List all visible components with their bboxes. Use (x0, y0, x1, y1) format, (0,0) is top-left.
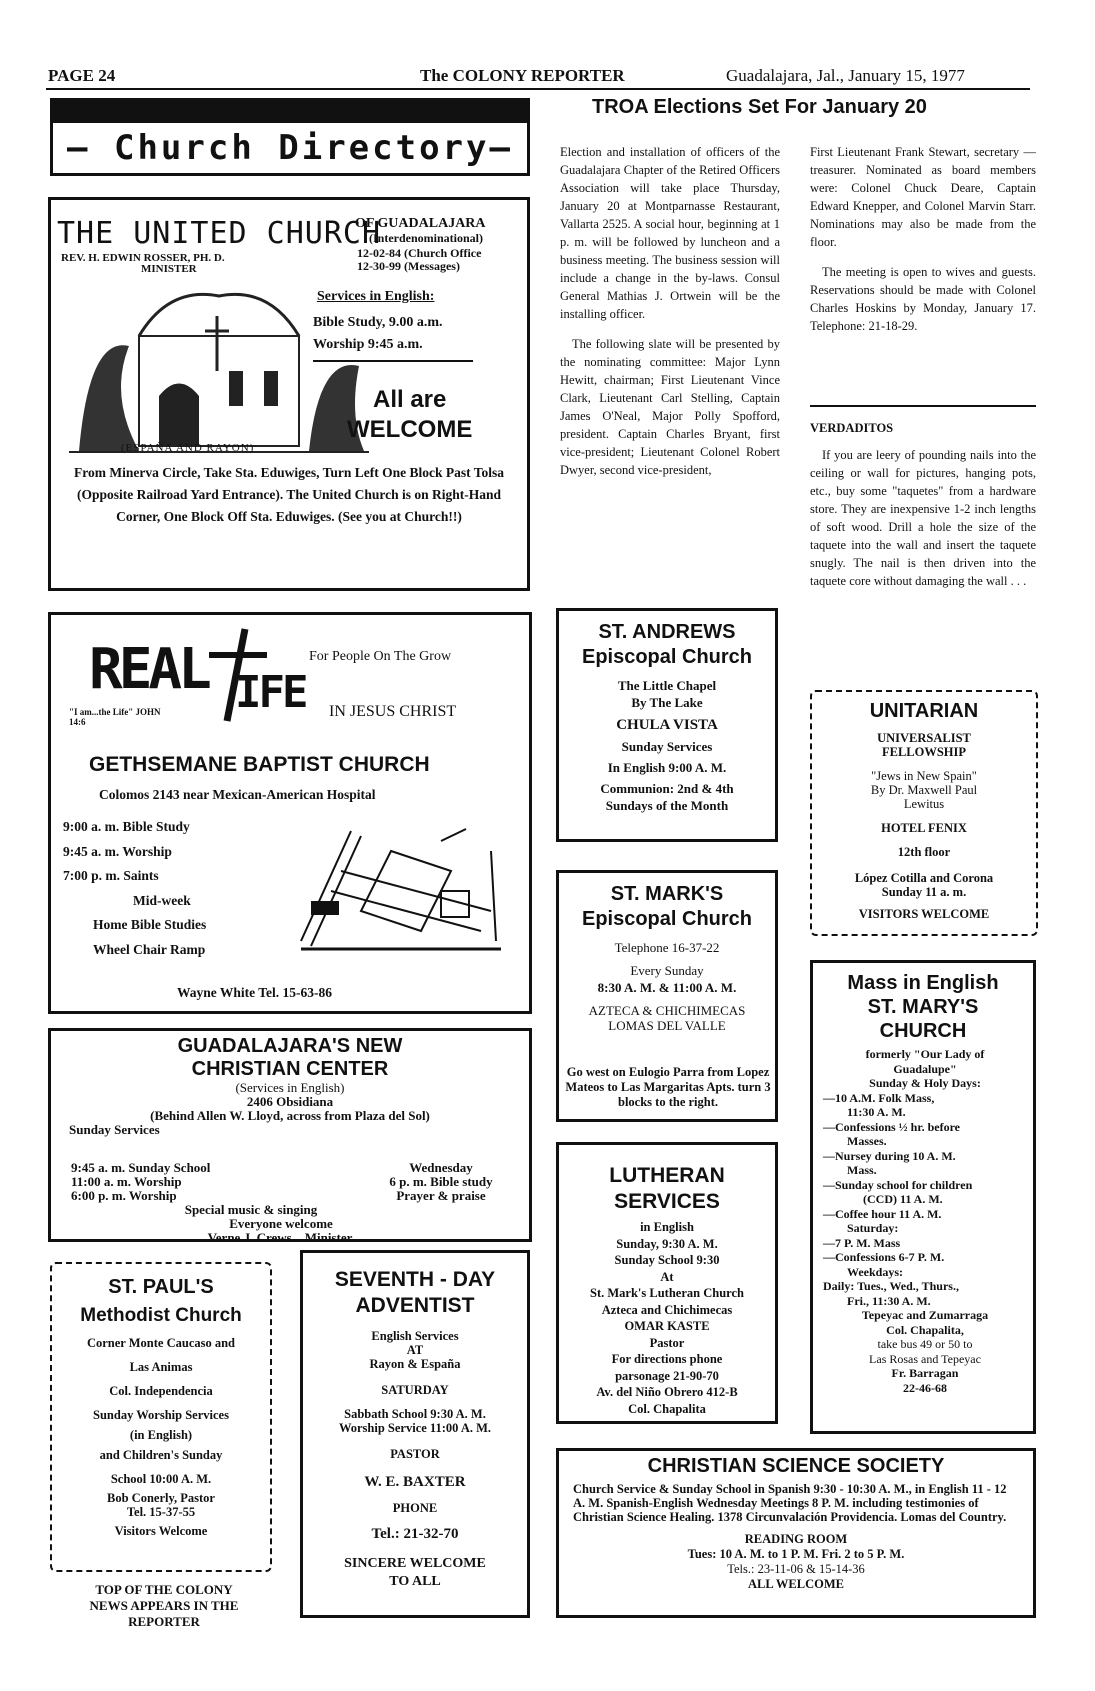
top-line: REPORTER (128, 1614, 200, 1629)
header-rule (46, 88, 1030, 90)
lutheran-title1: LUTHERAN (609, 1164, 725, 1187)
adventist-ad (300, 1250, 530, 1618)
sda-line: Worship Service 11:00 A. M. (338, 1421, 492, 1435)
stmary-line: Weekdays: (847, 1264, 904, 1279)
cc-line4: Sunday Services (69, 1122, 160, 1137)
st-andrews-ad (556, 608, 778, 842)
css-line: READING ROOM (744, 1532, 848, 1546)
lutheran-line: At (660, 1269, 674, 1284)
location-map (291, 811, 516, 951)
united-interd: (Interdenominational) (369, 231, 483, 245)
united-rev: REV. H. EDWIN ROSSER, PH. D. (61, 252, 225, 264)
cc-line2: 2406 Obsidiana (246, 1094, 334, 1109)
cc-right-line: 6 p. m. Bible study (389, 1174, 493, 1189)
top-line: TOP OF THE COLONY (95, 1582, 233, 1597)
stmary-line: (CCD) 11 A. M. (863, 1192, 943, 1206)
cc-left-line: 6:00 p. m. Worship (71, 1188, 177, 1203)
stmary-line: Col. Chapalita, (886, 1322, 964, 1337)
stpaul-line: Corner Monte Caucaso and (86, 1336, 236, 1350)
stmary-line: —Nursey during 10 A. M. (823, 1148, 956, 1163)
lutheran-line: Sunday School 9:30 (614, 1253, 720, 1267)
css-text: Church Service & Sunday School in Spanish 9:30 - 10:30 A. M., in English 11 - 12 A. M. Spanish-English Wednesday Meetings 8 P. M. including testimonies of Christian Science Healing. 1378 Circunvalación Providencia. Lomas del Country. (573, 1482, 1007, 1524)
united-phone1: 12-02-84 (Church Office (357, 246, 482, 260)
sda-line: TO ALL (389, 1574, 441, 1589)
top-line: NEWS APPEARS IN THE (89, 1598, 239, 1613)
directory-title: — Church Directory— (67, 128, 513, 168)
unitarian-line: Lewitus (903, 797, 945, 811)
stmary-line: Masses. (847, 1134, 887, 1148)
cc-right-line: Wednesday (409, 1160, 473, 1175)
directory-title-box (50, 120, 530, 176)
stmary-line: Tepeyac and Zumarraga (861, 1308, 989, 1322)
lutheran-line: Av. del Niño Obrero 412-B (596, 1385, 738, 1399)
cc-line1: (Services in English) (235, 1080, 345, 1095)
unitarian-line: UNIVERSALIST (877, 731, 971, 745)
sda-line: PHONE (392, 1501, 438, 1515)
css-line: Tues: 10 A. M. to 1 P. M. Fri. 2 to 5 P. M. (687, 1547, 905, 1561)
dateline: Guadalajara, Jal., January 15, 1977 (726, 66, 965, 85)
stmary-line: Daily: Tues., Wed., Thurs., (823, 1279, 959, 1293)
stmary-line: Mass. (847, 1163, 877, 1177)
united-rule (313, 360, 473, 362)
cc-left-schedule (71, 1161, 210, 1203)
standrews-line: The Little Chapel (617, 678, 717, 693)
reallife-logo-a: REAL (89, 637, 208, 702)
reallife-grow: For People On The Grow (309, 649, 452, 664)
stpaul-line: Col. Independencia (109, 1384, 213, 1398)
stmary-line: Sunday & Holy Days: (869, 1076, 981, 1090)
troa-paragraph: The following slate will be presented by the nominating committee: Major Lynn Hewitt, chairman; First Lieutenant Vince Clark, Lieutenant Carl Stelling, Captain James O'Neal, Major Polly Spofford, president. Captain Charles Bryant, first vice-president; Lieutenant Colonel Robert Dwyer, second vice-president, (560, 337, 780, 477)
stpaul-lines (52, 1331, 270, 1543)
united-title: THE UNITED CHURCH (57, 216, 382, 251)
directory-title-band (50, 98, 530, 120)
stmary-line: —Confessions ½ hr. before (823, 1119, 961, 1134)
stpaul-line: (in English) (129, 1428, 193, 1442)
unitarian-ad (810, 690, 1038, 936)
cc-right-line: Prayer & praise (396, 1188, 486, 1203)
sda-lines (303, 1329, 527, 1589)
lutheran-line: Pastor (649, 1335, 685, 1350)
stpaul-line: Bob Conerly, Pastor (107, 1491, 215, 1505)
cc-left-line: 11:00 a. m. Worship (71, 1174, 182, 1189)
sda-line: W. E. BAXTER (364, 1474, 466, 1490)
standrews-line: Sunday Services (621, 739, 713, 754)
stmarks-line: 8:30 A. M. & 11:00 A. M. (597, 980, 737, 995)
unitarian-line: VISITORS WELCOME (858, 907, 990, 921)
troa-headline: TROA Elections Set For January 20 (592, 96, 927, 118)
troa-paragraph: Election and installation of officers of the Guadalajara Chapter of the Retired Officers Association will take place Thursday, January 20 at Montparnasse Restaurant, Vallarta 2525. A social hour, beginning at 1 p. m. will be followed by luncheon and a business meeting. The business session will include a change in the by-laws. Consul General Mathias J. Ortwein will be the installing officer. (560, 144, 780, 321)
stpaul-title2: Methodist Church (80, 1305, 242, 1326)
lutheran-line: OMAR KASTE (624, 1319, 710, 1333)
standrews-line: Sundays of the Month (605, 798, 729, 813)
stpaul-line: Las Animas (129, 1360, 193, 1374)
css-line: Tels.: 23-11-06 & 15-14-36 (727, 1562, 865, 1576)
standrews-line: Communion: 2nd & 4th (600, 781, 734, 796)
united-church-ad (48, 197, 530, 591)
cc-right-schedule (361, 1161, 521, 1203)
cc-line6: Everyone welcome (229, 1216, 333, 1231)
lutheran-line: St. Mark's Lutheran Church (590, 1286, 744, 1300)
schedule-line: Wheel Chair Ramp (93, 941, 206, 957)
stmarks-lines (559, 939, 775, 1032)
sda-line: Sabbath School 9:30 A. M. (344, 1407, 486, 1421)
cc-line5: Special music & singing (184, 1202, 318, 1217)
christian-science-ad (556, 1448, 1036, 1618)
page-number: PAGE 24 (48, 66, 116, 85)
lutheran-line: parsonage 21-90-70 (615, 1368, 719, 1383)
sda-line: Rayon & España (369, 1357, 461, 1371)
st-marks-ad (556, 870, 778, 1122)
stpaul-line: Sunday Worship Services (93, 1408, 229, 1422)
verd-text: If you are leery of pounding nails into the ceiling or wall for pictures, hanging pots, etc., buy some "taquetes" from a hardware store. They are inexpensive 1-2 inch lengths of soft wood. Drill a hole the size of the taquete into the wall and insert the taquete snugly. The nail is then driven into the taquete core without damaging the wall . . . (810, 448, 1036, 588)
standrews-title2: Episcopal Church (581, 646, 753, 668)
united-of: OF GUADALAJARA (355, 216, 486, 231)
standrews-line: In English 9:00 A. M. (607, 760, 727, 775)
standrews-title1: ST. ANDREWS (598, 621, 736, 643)
gethsemane-ad (48, 612, 532, 1014)
gethsemane-contact: Wayne White Tel. 15-63-86 (177, 985, 333, 1000)
united-bible: Bible Study, 9.00 a.m. (313, 315, 443, 330)
cc-line7: Verne J. Crews... Minister. (207, 1230, 355, 1245)
schedule-line: 9:45 a. m. Worship (63, 843, 172, 859)
stpaul-title1: ST. PAUL'S (108, 1276, 214, 1298)
stmary-title1: Mass in English (847, 972, 999, 994)
gethsemane-address: Colomos 2143 near Mexican-American Hospital (99, 787, 376, 802)
lutheran-line: For directions phone (611, 1352, 723, 1366)
unitarian-line: By Dr. Maxwell Paul (870, 783, 978, 797)
sda-line: PASTOR (390, 1447, 440, 1461)
sda-line: English Services (371, 1329, 459, 1343)
stmary-line: 11:30 A. M. (847, 1105, 906, 1119)
cc-line3: (Behind Allen W. Lloyd, across from Plaza del Sol) (150, 1108, 430, 1123)
stmary-line: take bus 49 or 50 to (877, 1337, 973, 1351)
sda-line: AT (406, 1343, 424, 1357)
stmary-line: —Coffee hour 11 A. M. (823, 1206, 942, 1221)
united-services: Services in English: (317, 289, 435, 304)
stpaul-line: and Children's Sunday (99, 1448, 223, 1462)
st-marys-ad (810, 960, 1036, 1434)
unitarian-line: FELLOWSHIP (881, 745, 967, 759)
css-line: ALL WELCOME (748, 1577, 844, 1591)
troa-paragraph: The meeting is open to wives and guests. Reservations should be made with Colonel Charles Hoskins by Monday, January 17. Telephone: 21-18-29. (810, 265, 1036, 333)
troa-column-2 (810, 130, 1036, 348)
stmary-title3: CHURCH (879, 1020, 967, 1042)
sda-line: SATURDAY (381, 1383, 449, 1397)
reallife-jesus: IN JESUS CHRIST (329, 703, 457, 720)
stpaul-line: Visitors Welcome (114, 1524, 208, 1538)
stmary-line: Fri., 11:30 A. M. (847, 1293, 931, 1308)
stmarks-line: Telephone 16-37-22 (614, 940, 720, 955)
stmary-line: Fr. Barragan (891, 1366, 959, 1380)
stmarks-line: AZTECA & CHICHIMECAS (588, 1003, 746, 1018)
newspaper-name: The COLONY REPORTER (420, 66, 625, 85)
christian-center-ad (48, 1028, 532, 1245)
css-lines (559, 1532, 1033, 1592)
lutheran-ad (556, 1142, 778, 1424)
stmary-line: Las Rosas and Tepeyac (869, 1351, 981, 1366)
united-minister: MINISTER (141, 263, 197, 275)
cc-title1: GUADALAJARA'S NEW (177, 1035, 403, 1057)
cc-bottom (51, 1203, 451, 1245)
gethsemane-schedule (63, 815, 206, 962)
gethsemane-name: GETHSEMANE BAPTIST CHURCH (89, 753, 430, 776)
troa-column-1 (560, 130, 780, 492)
stmarks-line: LOMAS DEL VALLE (608, 1018, 726, 1033)
sda-title1: SEVENTH - DAY (334, 1268, 496, 1291)
united-worship: Worship 9:45 a.m. (313, 337, 423, 352)
unitarian-title: UNITARIAN (869, 700, 979, 722)
stmary-line: —7 P. M. Mass (823, 1235, 901, 1250)
stmary-line: Saturday: (847, 1221, 899, 1235)
schedule-line: Home Bible Studies (93, 917, 207, 932)
unitarian-lines (812, 731, 1036, 921)
unitarian-line: 12th floor (897, 845, 951, 859)
standrews-line: CHULA VISTA (616, 717, 718, 733)
reallife-logo-b: IFE (235, 667, 306, 718)
sda-line: SINCERE WELCOME (344, 1556, 486, 1571)
top-of-colony-note (54, 1582, 274, 1630)
unitarian-line: Sunday 11 a. m. (881, 885, 967, 899)
stmary-title2: ST. MARY'S (867, 996, 979, 1018)
css-title: CHRISTIAN SCIENCE SOCIETY (647, 1455, 945, 1477)
stmarks-title1: ST. MARK'S (610, 883, 724, 905)
stpaul-line: School 10:00 A. M. (110, 1472, 212, 1486)
cc-title2: CHRISTIAN CENTER (191, 1058, 389, 1080)
unitarian-line: HOTEL FENIX (881, 821, 967, 835)
stmary-line: formerly "Our Lady of (865, 1047, 985, 1061)
united-caption: (ESPAÑA AND RAYON) (121, 442, 255, 454)
unitarian-line: "Jews in New Spain" (871, 769, 977, 783)
lutheran-title2: SERVICES (614, 1190, 720, 1213)
stmarks-directions: Go west on Eulogio Parra from Lopez Mateos to Las Margaritas Apts. turn 3 blocks to the right. (565, 1065, 771, 1109)
stmary-line: —Sunday school for children (823, 1177, 973, 1192)
stpaul-line: Tel. 15-37-55 (126, 1505, 196, 1519)
unitarian-line: López Cotilla and Corona (854, 871, 994, 885)
lutheran-line: in English (640, 1220, 694, 1234)
united-directions: From Minerva Circle, Take Sta. Eduwiges, Turn Left One Block Past Tolsa (Opposite Railroad Yard Entrance). The United Church is on Right-Hand Corner, One Block Off Sta. Eduwiges. (See you at Church!!) (73, 465, 505, 524)
st-pauls-ad (50, 1262, 272, 1572)
verd-rule (810, 405, 1036, 407)
stmary-line: Guadalupe" (893, 1061, 957, 1076)
standrews-lines (559, 677, 775, 814)
stmarks-title2: Episcopal Church (581, 908, 753, 930)
troa-paragraph: First Lieutenant Frank Stewart, secretary — treasurer. Nominated as board members were: Colonel Chuck Deare, Captain Edward Knepper, and Colonel Marvin Starr. Nominations may also be made from the floor. (810, 144, 1036, 249)
verd-title: VERDADITOS (810, 421, 894, 435)
sda-line: Tel.: 21-32-70 (371, 1526, 459, 1542)
stmary-line: —10 A.M. Folk Mass, (823, 1090, 935, 1105)
united-allare: All are (373, 386, 447, 413)
stmarks-line: Every Sunday (630, 963, 704, 978)
stmary-line: 22-46-68 (903, 1380, 947, 1395)
standrews-line: By The Lake (631, 695, 703, 710)
schedule-line: Mid-week (133, 892, 191, 908)
cc-left-line: 9:45 a. m. Sunday School (71, 1160, 211, 1175)
united-phone2: 12-30-99 (Messages) (357, 259, 460, 273)
lutheran-lines (559, 1219, 775, 1417)
united-welcome: WELCOME (347, 416, 473, 443)
schedule-line: 7:00 p. m. Saints (63, 868, 159, 883)
schedule-line: 9:00 a. m. Bible Study (63, 819, 190, 834)
lutheran-line: Col. Chapalita (628, 1401, 706, 1416)
reallife-tagline: "I am...the Life" JOHN 14:6 (69, 707, 161, 727)
stmary-line: —Confessions 6-7 P. M. (823, 1250, 945, 1264)
stmary-lines (813, 1043, 1033, 1395)
sda-title2: ADVENTIST (355, 1294, 475, 1317)
lutheran-line: Azteca and Chichimecas (601, 1302, 733, 1317)
lutheran-line: Sunday, 9:30 A. M. (616, 1236, 718, 1251)
